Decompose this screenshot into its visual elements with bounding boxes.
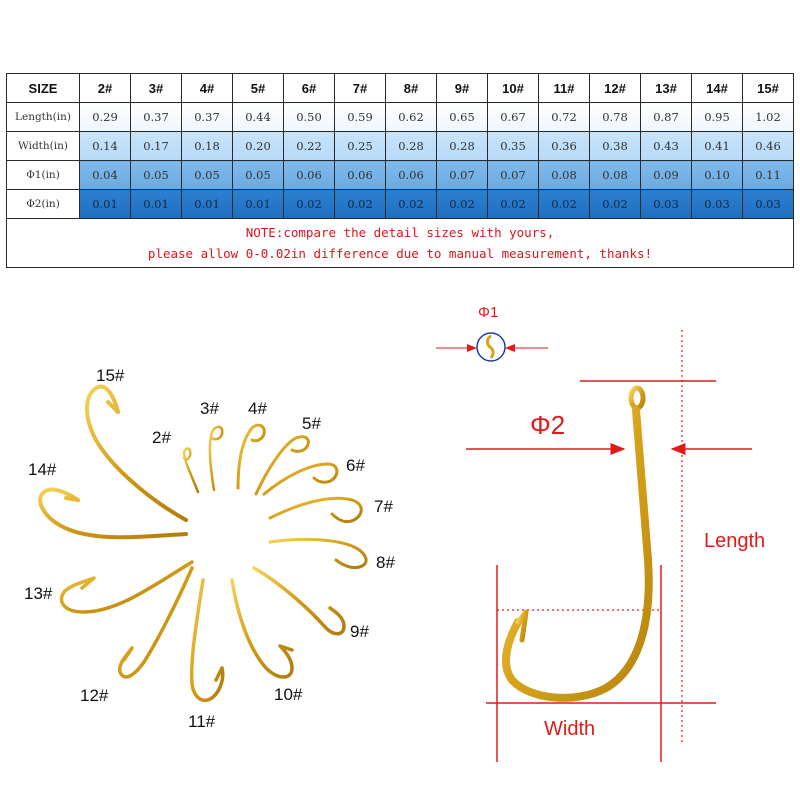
table-cell: 0.46 bbox=[743, 132, 794, 161]
table-cell: 0.03 bbox=[743, 190, 794, 219]
row-label: Φ2(in) bbox=[7, 190, 80, 219]
hook-label-15: 15# bbox=[96, 366, 125, 385]
table-cell: 0.04 bbox=[80, 161, 131, 190]
header-cell: 6# bbox=[284, 74, 335, 103]
hook-label-2: 2# bbox=[152, 428, 171, 447]
table-cell: 0.87 bbox=[641, 103, 692, 132]
table-cell: 0.06 bbox=[284, 161, 335, 190]
table-cell: 0.43 bbox=[641, 132, 692, 161]
hook-eye bbox=[631, 388, 643, 408]
table-cell: 0.22 bbox=[284, 132, 335, 161]
table-cell: 0.18 bbox=[182, 132, 233, 161]
hook-label-9: 9# bbox=[350, 622, 369, 641]
header-cell: 3# bbox=[131, 74, 182, 103]
hook-label-11: 11# bbox=[188, 712, 216, 731]
table-cell: 0.14 bbox=[80, 132, 131, 161]
table-cell: 0.28 bbox=[437, 132, 488, 161]
table-cell: 0.02 bbox=[590, 190, 641, 219]
table-cell: 0.08 bbox=[590, 161, 641, 190]
table-cell: 0.78 bbox=[590, 103, 641, 132]
table-cell: 0.44 bbox=[233, 103, 284, 132]
table-cell: 0.41 bbox=[692, 132, 743, 161]
header-size: SIZE bbox=[7, 74, 80, 103]
table-cell: 0.10 bbox=[692, 161, 743, 190]
table-cell: 0.72 bbox=[539, 103, 590, 132]
table-cell: 0.06 bbox=[386, 161, 437, 190]
table-cell: 0.25 bbox=[335, 132, 386, 161]
hook-label-7: 7# bbox=[374, 497, 393, 516]
hook-label-13: 13# bbox=[24, 584, 53, 603]
table-cell: 0.28 bbox=[386, 132, 437, 161]
phi2-label: Φ2 bbox=[530, 410, 566, 440]
table-cell: 0.59 bbox=[335, 103, 386, 132]
table-cell: 0.05 bbox=[131, 161, 182, 190]
table-cell: 0.03 bbox=[692, 190, 743, 219]
table-cell: 0.67 bbox=[488, 103, 539, 132]
table-cell: 0.08 bbox=[539, 161, 590, 190]
header-cell: 7# bbox=[335, 74, 386, 103]
hook-label-10: 10# bbox=[274, 685, 303, 704]
note-line-2: please allow 0-0.02in difference due to manual measurement, thanks! bbox=[147, 246, 653, 261]
hook-label-6: 6# bbox=[346, 456, 365, 475]
header-cell: 8# bbox=[386, 74, 437, 103]
table-cell: 0.62 bbox=[386, 103, 437, 132]
table-cell: 0.06 bbox=[335, 161, 386, 190]
table-cell: 0.29 bbox=[80, 103, 131, 132]
hook-label-8: 8# bbox=[376, 553, 395, 572]
row-label: Φ1(in) bbox=[7, 161, 80, 190]
table-cell: 0.02 bbox=[488, 190, 539, 219]
header-cell: 12# bbox=[590, 74, 641, 103]
table-cell: 0.01 bbox=[80, 190, 131, 219]
header-cell: 2# bbox=[80, 74, 131, 103]
table-cell: 0.37 bbox=[131, 103, 182, 132]
width-label: Width bbox=[544, 718, 596, 740]
table-cell: 1.02 bbox=[743, 103, 794, 132]
header-cell: 15# bbox=[743, 74, 794, 103]
row-label: Length(in) bbox=[7, 103, 80, 132]
row-label: Width(in) bbox=[7, 132, 80, 161]
table-cell: 0.38 bbox=[590, 132, 641, 161]
header-cell: 9# bbox=[437, 74, 488, 103]
table-cell: 0.20 bbox=[233, 132, 284, 161]
table-cell: 0.07 bbox=[488, 161, 539, 190]
table-cell: 0.02 bbox=[284, 190, 335, 219]
table-cell: 0.17 bbox=[131, 132, 182, 161]
hook-label-4: 4# bbox=[248, 399, 267, 418]
table-cell: 0.37 bbox=[182, 103, 233, 132]
table-cell: 0.02 bbox=[539, 190, 590, 219]
table-cell: 0.65 bbox=[437, 103, 488, 132]
table-cell: 0.02 bbox=[335, 190, 386, 219]
header-cell: 13# bbox=[641, 74, 692, 103]
eye-mini-hook bbox=[487, 336, 493, 358]
table-cell: 0.05 bbox=[182, 161, 233, 190]
table-cell: 0.35 bbox=[488, 132, 539, 161]
hook-label-14: 14# bbox=[28, 460, 57, 479]
hook-label-12: 12# bbox=[80, 686, 109, 705]
note-line-1: NOTE:compare the detail sizes with yours, bbox=[245, 225, 555, 240]
table-cell: 0.02 bbox=[437, 190, 488, 219]
table-cell: 0.02 bbox=[386, 190, 437, 219]
header-cell: 4# bbox=[182, 74, 233, 103]
table-cell: 0.95 bbox=[692, 103, 743, 132]
table-cell: 0.01 bbox=[131, 190, 182, 219]
header-cell: 10# bbox=[488, 74, 539, 103]
table-cell: 0.36 bbox=[539, 132, 590, 161]
hook-label-5: 5# bbox=[302, 414, 321, 433]
table-cell: 0.05 bbox=[233, 161, 284, 190]
table-cell: 0.09 bbox=[641, 161, 692, 190]
length-label: Length bbox=[704, 530, 766, 552]
table-cell: 0.01 bbox=[233, 190, 284, 219]
table-cell: 0.11 bbox=[743, 161, 794, 190]
hook-label-3: 3# bbox=[200, 399, 219, 418]
header-cell: 14# bbox=[692, 74, 743, 103]
hook-shank bbox=[506, 410, 649, 698]
header-cell: 11# bbox=[539, 74, 590, 103]
table-cell: 0.03 bbox=[641, 190, 692, 219]
phi1-label: Φ1 bbox=[478, 304, 499, 321]
header-cell: 5# bbox=[233, 74, 284, 103]
table-cell: 0.07 bbox=[437, 161, 488, 190]
table-cell: 0.01 bbox=[182, 190, 233, 219]
table-cell: 0.50 bbox=[284, 103, 335, 132]
